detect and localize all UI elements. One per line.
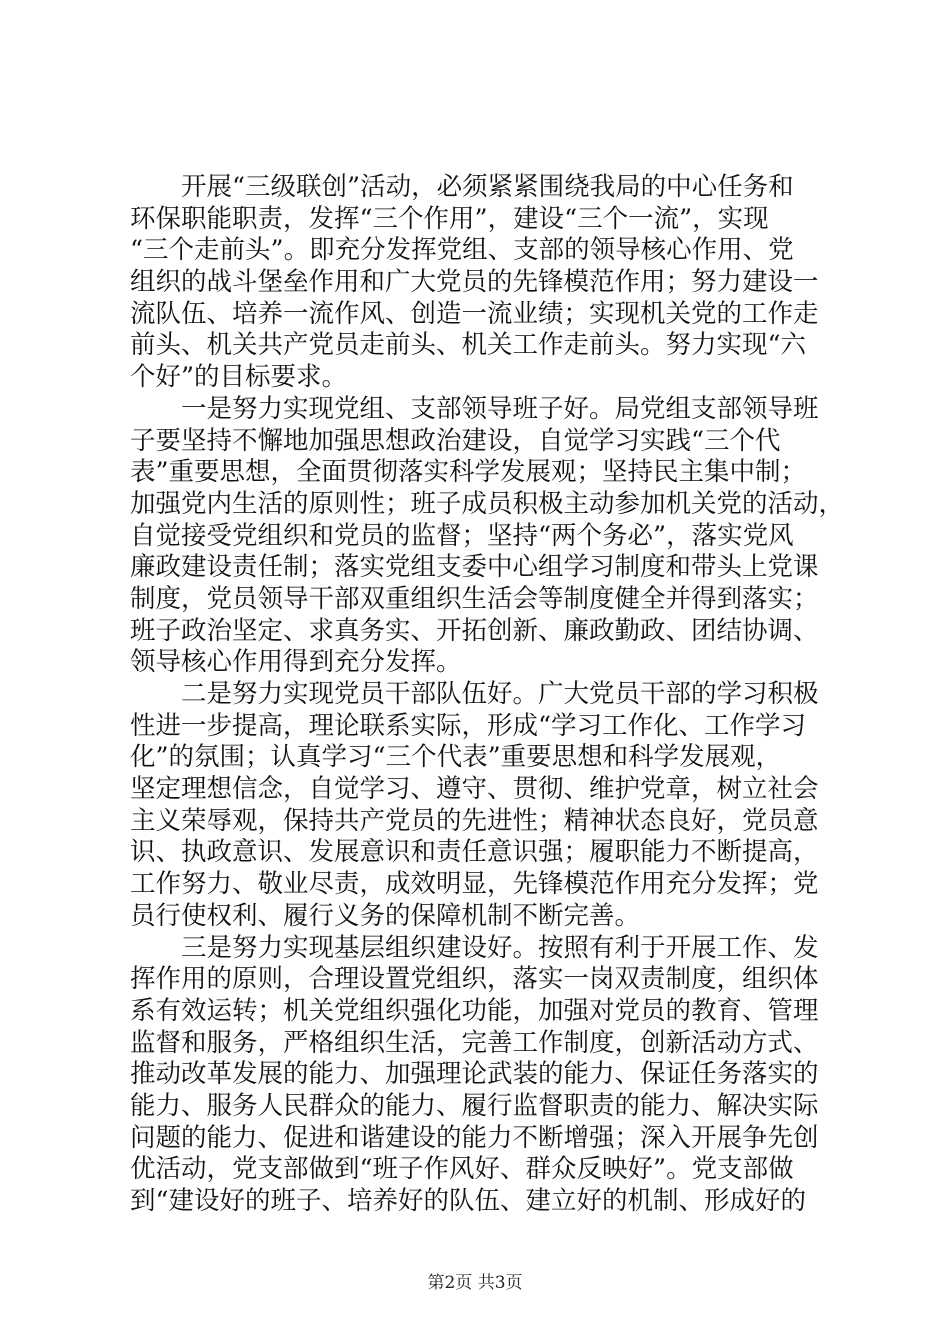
text-line: 三是努力实现基层组织建设好。按照有利于开展工作、发: [130, 932, 819, 963]
text-line: 性进一步提高，理论联系实际，形成“学习工作化、工作学习: [130, 710, 807, 741]
text-line: 廉政建设责任制；落实党组支委中心组学习制度和带头上党课: [130, 552, 819, 583]
text-line: 优活动，党支部做到“班子作风好、群众反映好”。党支部做: [130, 1154, 794, 1185]
text-line: 识、执政意识、发展意识和责任意识强；履职能力不断提高，: [130, 837, 819, 868]
text-line: 问题的能力、促进和谐建设的能力不断增强；深入开展争先创: [130, 1122, 819, 1153]
text-line: 工作努力、敬业尽责，成效明显，先锋模范作用充分发挥；党: [130, 869, 819, 900]
text-line: 加强党内生活的原则性；班子成员积极主动参加机关党的活动，: [130, 488, 845, 519]
text-line: 二是努力实现党员干部队伍好。广大党员干部的学习积极: [130, 679, 819, 709]
text-line: 流队伍、培养一流作风、创造一流业绩；实现机关党的工作走: [130, 298, 819, 329]
page-number-footer: 第2页 共3页: [427, 1273, 523, 1293]
text-line: 挥作用的原则，合理设置党组织，落实一岗双责制度，组织体: [130, 964, 819, 995]
text-line: 前头、机关共产党员走前头、机关工作走前头。努力实现“六: [130, 330, 807, 361]
text-line: 开展“三级联创”活动，必须紧紧围绕我局的中心任务和: [130, 172, 794, 202]
text-line: 推动改革发展的能力、加强理论武装的能力、保证任务落实的: [130, 1059, 819, 1090]
text-line: 自觉接受党组织和党员的监督；坚持“两个务必”，落实党风: [130, 520, 794, 551]
text-line: 子要坚持不懈地加强思想政治建设，自觉学习实践“三个代: [130, 425, 781, 456]
body-text: [130, 172, 845, 1218]
text-line: 主义荣辱观，保持共产党员的先进性；精神状态良好，党员意: [130, 805, 819, 836]
text-line: 班子政治坚定、求真务实、开拓创新、廉政勤政、团结协调、: [130, 615, 819, 646]
text-line: 监督和服务，严格组织生活，完善工作制度，创新活动方式、: [130, 1027, 819, 1058]
text-line: 系有效运转；机关党组织强化功能，加强对党员的教育、管理: [130, 995, 819, 1026]
text-line: 员行使权利、履行义务的保障机制不断完善。: [130, 900, 641, 931]
text-line: 个好”的目标要求。: [130, 362, 348, 393]
text-line: 坚定理想信念，自觉学习、遵守、贯彻、维护党章，树立社会: [130, 774, 819, 805]
text-line: 化”的氛围；认真学习“三个代表”重要思想和科学发展观，: [130, 742, 782, 773]
text-line: 到“建设好的班子、培养好的队伍、建立好的机制、形成好的: [130, 1186, 807, 1216]
text-line: 领导核心作用得到充分发挥。: [130, 647, 462, 678]
text-line: 组织的战斗堡垒作用和广大党员的先锋模范作用；努力建设一: [130, 267, 819, 298]
text-line: “三个走前头”。即充分发挥党组、支部的领导核心作用、党: [130, 235, 794, 266]
text-line: 能力、服务人民群众的能力、履行监督职责的能力、解决实际: [130, 1090, 819, 1121]
text-line: 一是努力实现党组、支部领导班子好。局党组支部领导班: [130, 393, 819, 424]
text-line: 制度，党员领导干部双重组织生活会等制度健全并得到落实；: [130, 583, 819, 614]
text-line: 环保职能职责，发挥“三个作用”，建设“三个一流”，实现: [130, 203, 769, 234]
text-line: 表”重要思想，全面贯彻落实科学发展观；坚持民主集中制；: [130, 457, 807, 488]
